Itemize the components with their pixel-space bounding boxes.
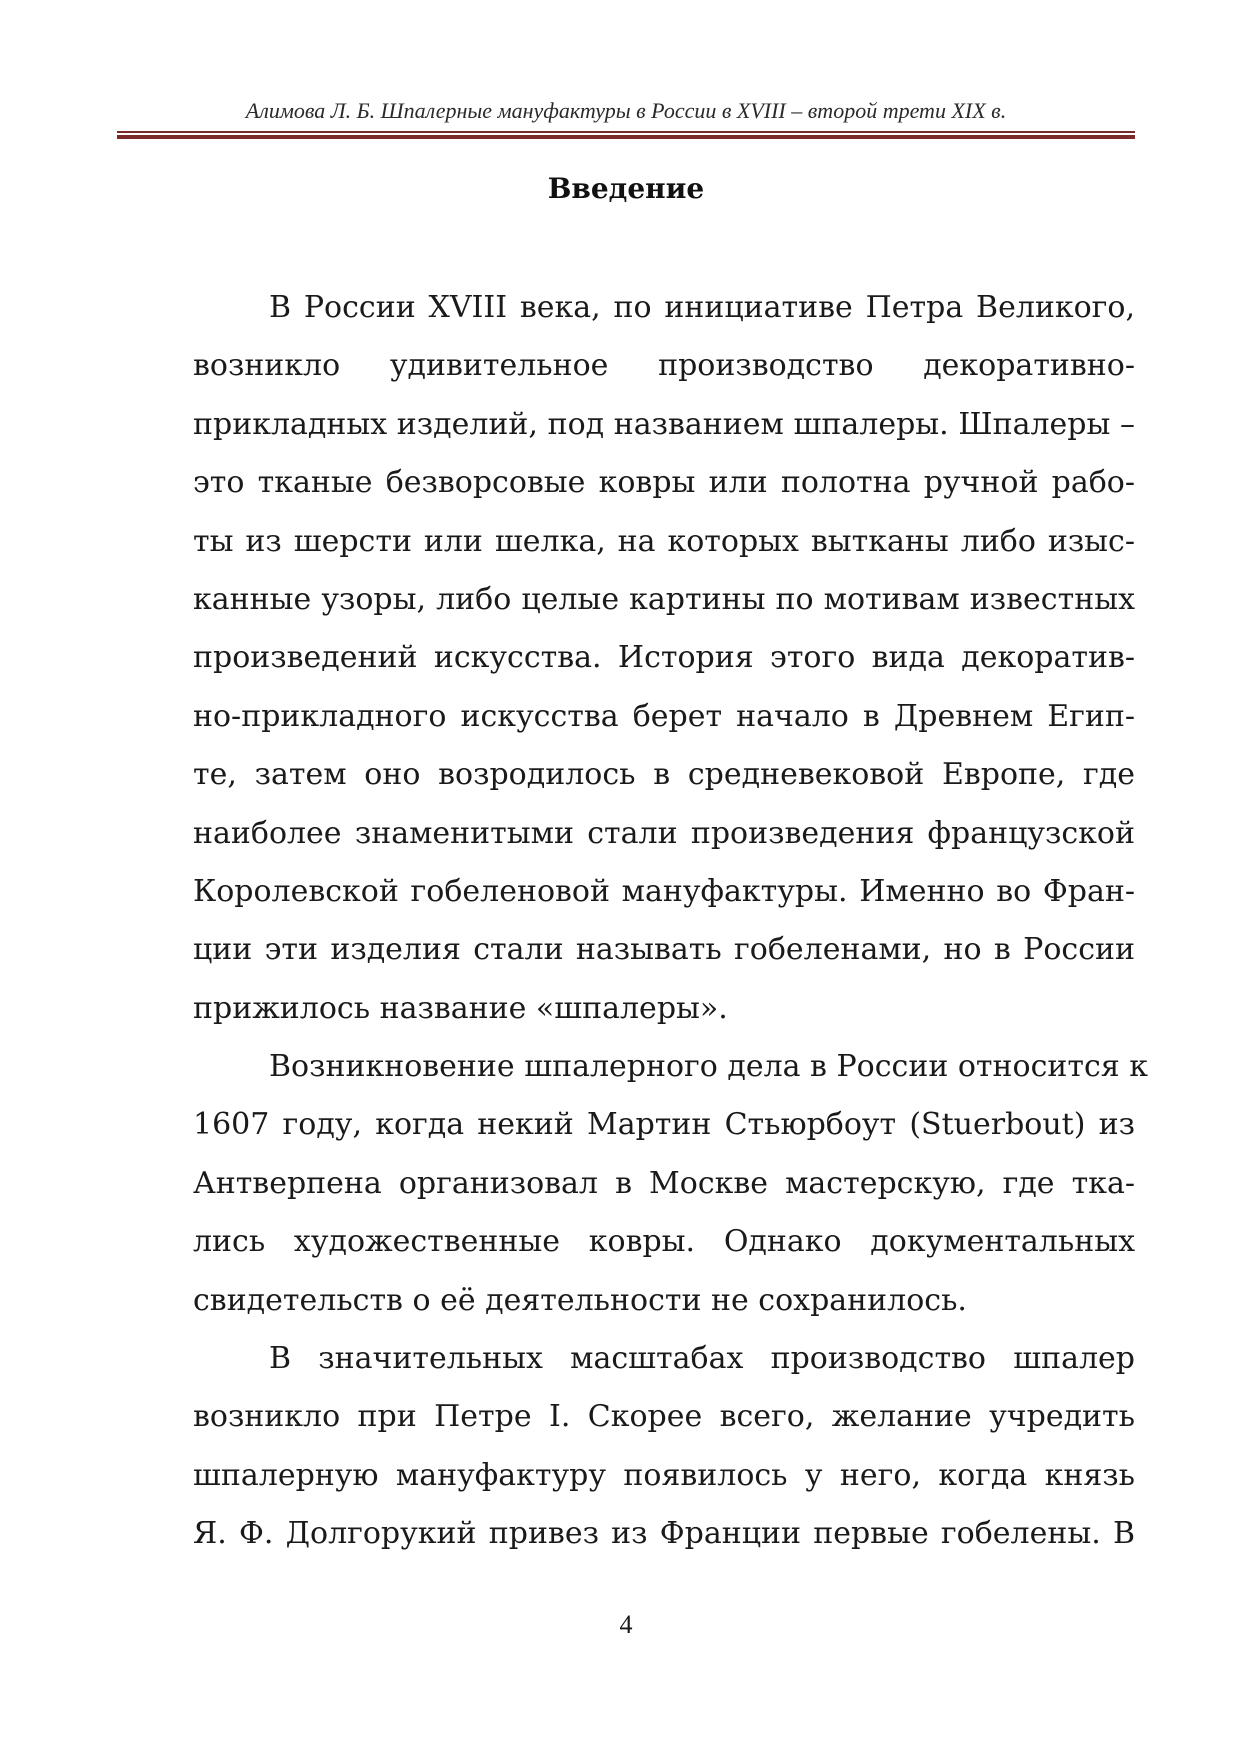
body-text bbox=[117, 279, 1148, 1564]
header-rule bbox=[117, 131, 1135, 141]
text-line: прикладных изделий, под названием шпалеры. Шпалеры – bbox=[193, 406, 1135, 442]
text-line: Королевской гобеленовой мануфактуры. Именно во Фран- bbox=[193, 873, 1135, 909]
text-line: Возникновение шпалерного дела в России относится к bbox=[269, 1049, 1148, 1085]
running-header: Алимова Л. Б. Шпалерные мануфактуры в России в XVIII – второй трети XIX в. bbox=[245, 98, 1007, 123]
text-line: возникло при Петре I. Скорее всего, желание учредить bbox=[193, 1399, 1135, 1435]
text-line: те, затем оно возродилось в средневековой Европе, где bbox=[193, 757, 1135, 793]
text-line: это тканые безворсовые ковры или полотна ручной рабо- bbox=[193, 465, 1135, 501]
paragraph-2 bbox=[117, 1038, 1148, 1330]
text-line: ты из шерсти или шелка, на которых вытканы либо изыс- bbox=[193, 523, 1135, 559]
header-rule-thick bbox=[117, 135, 1135, 139]
text-line: возникло удивительное производство декоративно- bbox=[193, 348, 1135, 384]
text-line: В значительных масштабах производство шпалер bbox=[269, 1341, 1135, 1377]
text-line: лись художественные ковры. Однако документальных bbox=[193, 1224, 1135, 1260]
text-line: 1607 году, когда некий Мартин Стьюрбоут (Stuerbout) из bbox=[193, 1107, 1135, 1143]
paragraph-1 bbox=[117, 279, 1135, 1038]
text-line: произведений искусства. История этого вида декоратив- bbox=[193, 640, 1135, 676]
text-line: ции эти изделия стали называть гобеленами, но в России bbox=[193, 932, 1135, 968]
paragraph-3 bbox=[117, 1330, 1135, 1564]
header-rule-thin bbox=[117, 131, 1135, 133]
page-number: 4 bbox=[619, 1610, 633, 1639]
text-line: наиболее знаменитыми стали произведения французской bbox=[193, 815, 1135, 851]
chapter-title: Введение bbox=[547, 172, 705, 205]
text-line: В России XVIII века, по инициативе Петра Великого, bbox=[269, 290, 1135, 325]
text-line: но-прикладного искусства берет начало в Древнем Егип- bbox=[193, 698, 1135, 734]
text-line: шпалерную мануфактуру появилось у него, когда князь bbox=[193, 1457, 1135, 1493]
text-line: Я. Ф. Долгорукий привез из Франции первые гобелены. В bbox=[193, 1516, 1135, 1552]
text-line: свидетельств о её деятельности не сохранилось. bbox=[193, 1282, 967, 1318]
text-line: Антверпена организовал в Москве мастерскую, где тка- bbox=[193, 1165, 1135, 1201]
text-line: канные узоры, либо целые картины по мотивам известных bbox=[193, 581, 1135, 617]
text-line: прижилось название «шпалеры». bbox=[193, 990, 728, 1026]
